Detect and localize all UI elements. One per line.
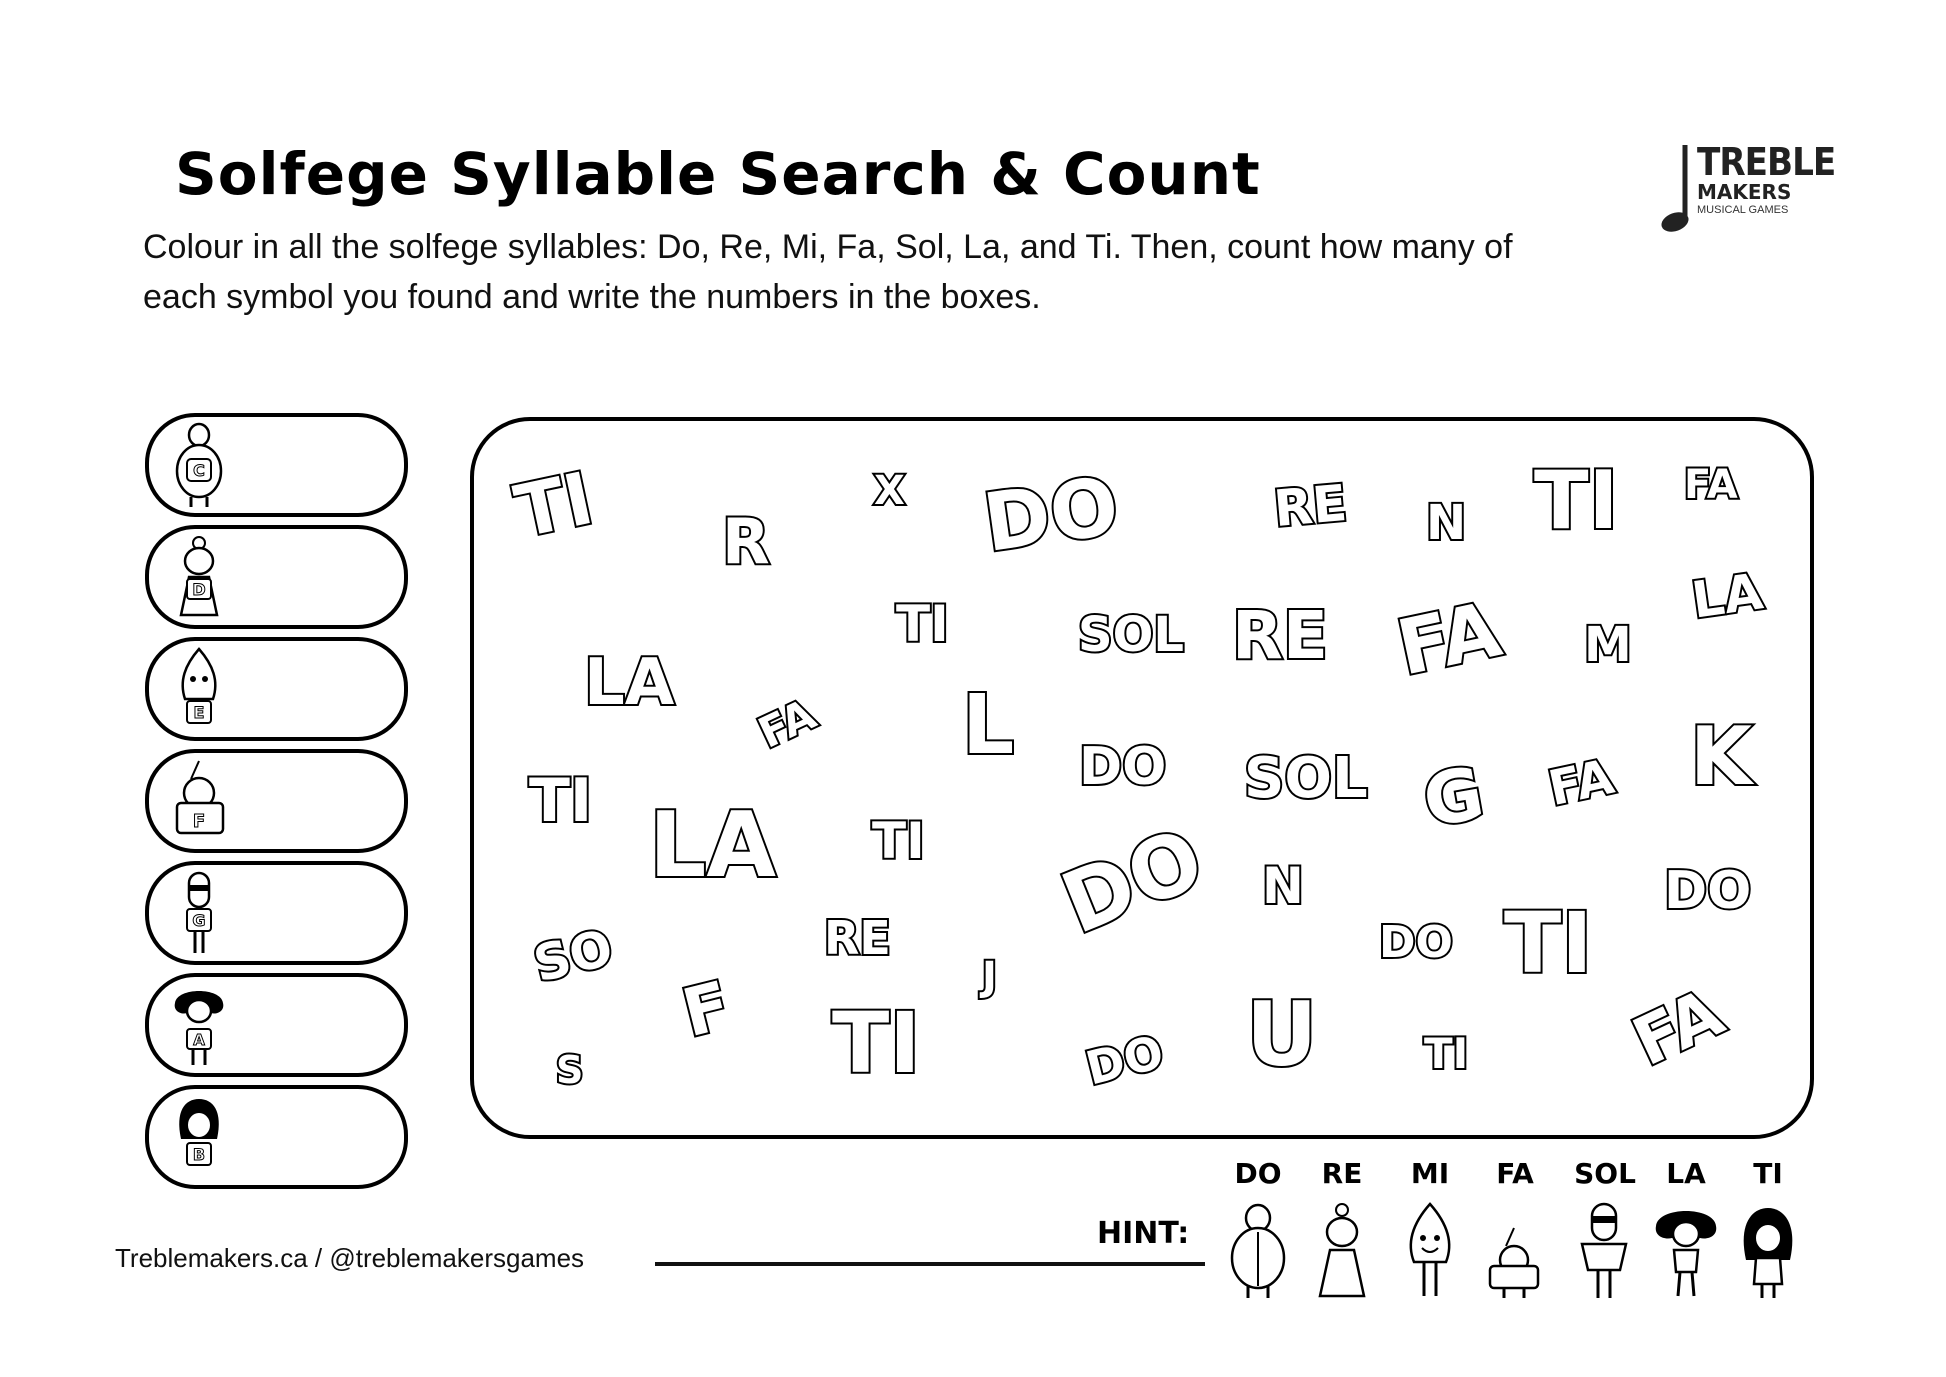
search-word[interactable]: SOL bbox=[1244, 746, 1368, 811]
character-sol-icon bbox=[1568, 1200, 1640, 1300]
logo-line-1: TREBLE bbox=[1697, 140, 1836, 184]
answer-box-d[interactable] bbox=[145, 525, 408, 629]
character-re-icon bbox=[1306, 1200, 1378, 1300]
search-word[interactable]: J bbox=[982, 954, 997, 1000]
character-mi-icon bbox=[1394, 1200, 1466, 1300]
character-la-icon bbox=[167, 981, 231, 1069]
answer-box-c[interactable] bbox=[145, 413, 408, 517]
footer-credit: Treblemakers.ca / @treblemakersgames bbox=[115, 1243, 585, 1273]
search-word[interactable]: FA bbox=[1621, 973, 1735, 1082]
search-word[interactable]: RE bbox=[824, 911, 891, 965]
hint-name-sol: SOL bbox=[1574, 1157, 1636, 1190]
search-word[interactable]: S bbox=[556, 1048, 584, 1092]
search-word[interactable]: LA bbox=[1688, 562, 1767, 630]
search-word[interactable]: N bbox=[1262, 857, 1304, 915]
search-word[interactable]: FA bbox=[1389, 584, 1509, 693]
answer-box-letter: C bbox=[193, 461, 205, 480]
character-do-icon bbox=[1222, 1200, 1294, 1300]
search-word[interactable]: DO bbox=[1048, 809, 1217, 953]
answer-box-letter: F bbox=[192, 811, 206, 832]
hint-name-do: DO bbox=[1234, 1157, 1282, 1190]
hint-name-mi: MI bbox=[1410, 1157, 1450, 1190]
answer-box-e[interactable] bbox=[145, 637, 408, 741]
logo-line-2: MAKERS bbox=[1697, 180, 1792, 204]
search-word[interactable]: SO bbox=[528, 918, 619, 994]
word-search-panel bbox=[470, 417, 1814, 1139]
character-re-icon bbox=[167, 533, 231, 621]
search-word[interactable]: N bbox=[1426, 495, 1467, 551]
search-word[interactable]: M bbox=[1584, 617, 1632, 673]
search-word[interactable]: TI bbox=[529, 766, 593, 836]
character-fa-icon bbox=[1478, 1200, 1550, 1300]
search-word[interactable]: RE bbox=[1232, 597, 1328, 674]
search-word[interactable]: TI bbox=[1534, 454, 1619, 547]
search-word[interactable]: FA bbox=[751, 689, 823, 758]
answer-box-letter: B bbox=[192, 1145, 206, 1164]
search-word[interactable]: R bbox=[722, 505, 770, 578]
search-word[interactable]: X bbox=[874, 468, 905, 514]
search-word[interactable]: FA bbox=[1684, 462, 1738, 508]
search-word[interactable]: TI bbox=[896, 595, 949, 653]
music-note-icon bbox=[1655, 140, 1695, 235]
search-word[interactable]: TI bbox=[1424, 1029, 1469, 1078]
character-fa-icon bbox=[167, 757, 231, 845]
search-word[interactable]: TI bbox=[832, 994, 921, 1092]
instructions-text: Colour in all the solfege syllables: Do, Re, Mi, Fa, Sol, La, and Ti. Then, count how many of each symbol you found and write the numbers in the boxes. bbox=[143, 228, 1513, 316]
search-word[interactable]: DO bbox=[1080, 1024, 1169, 1096]
search-word[interactable]: G bbox=[1417, 750, 1490, 844]
character-la-icon bbox=[1650, 1200, 1722, 1300]
treblemakers-logo bbox=[1655, 140, 1835, 240]
character-mi-icon bbox=[167, 645, 231, 733]
hint-name-re: RE bbox=[1321, 1157, 1363, 1190]
character-ti-icon bbox=[1732, 1200, 1804, 1300]
answer-box-letter: D bbox=[192, 580, 206, 599]
character-do-icon bbox=[167, 421, 231, 509]
hint-label: HINT: bbox=[1097, 1216, 1190, 1251]
search-word[interactable]: U bbox=[1246, 983, 1318, 1086]
search-word[interactable]: DO bbox=[1079, 737, 1167, 797]
search-word[interactable]: F bbox=[675, 966, 738, 1053]
hint-name-ti: TI bbox=[1753, 1157, 1783, 1190]
search-word[interactable]: L bbox=[962, 678, 1015, 773]
answer-box-letter: G bbox=[192, 911, 206, 930]
search-word[interactable]: TI bbox=[1504, 894, 1593, 992]
search-word[interactable]: LA bbox=[584, 646, 675, 720]
search-word[interactable]: DO bbox=[1379, 917, 1453, 968]
search-word[interactable]: SOL bbox=[1078, 607, 1184, 663]
character-sol-icon bbox=[167, 869, 231, 957]
answer-box-b[interactable] bbox=[145, 1085, 408, 1189]
page-title: Solfege Syllable Search & Count bbox=[175, 140, 1261, 208]
hint-name-la: LA bbox=[1666, 1157, 1706, 1190]
hint-name-fa: FA bbox=[1496, 1157, 1534, 1190]
search-word[interactable]: FA bbox=[1543, 748, 1619, 818]
search-word[interactable]: TI bbox=[508, 456, 600, 554]
answer-box-a[interactable] bbox=[145, 973, 408, 1077]
search-word[interactable]: RE bbox=[1271, 473, 1350, 539]
search-word[interactable]: DO bbox=[978, 459, 1125, 570]
answer-box-f[interactable] bbox=[145, 749, 408, 853]
footer-divider bbox=[655, 1262, 1205, 1266]
search-word[interactable]: K bbox=[1690, 710, 1752, 803]
answer-box-letter: A bbox=[193, 1031, 205, 1049]
answer-box-g[interactable] bbox=[145, 861, 408, 965]
answer-box-letter: E bbox=[193, 703, 205, 722]
character-ti-icon bbox=[167, 1093, 231, 1181]
logo-line-3: MUSICAL GAMES bbox=[1697, 204, 1789, 216]
search-word[interactable]: TI bbox=[872, 812, 925, 870]
search-word[interactable]: DO bbox=[1664, 861, 1752, 921]
search-word[interactable]: LA bbox=[649, 793, 777, 898]
